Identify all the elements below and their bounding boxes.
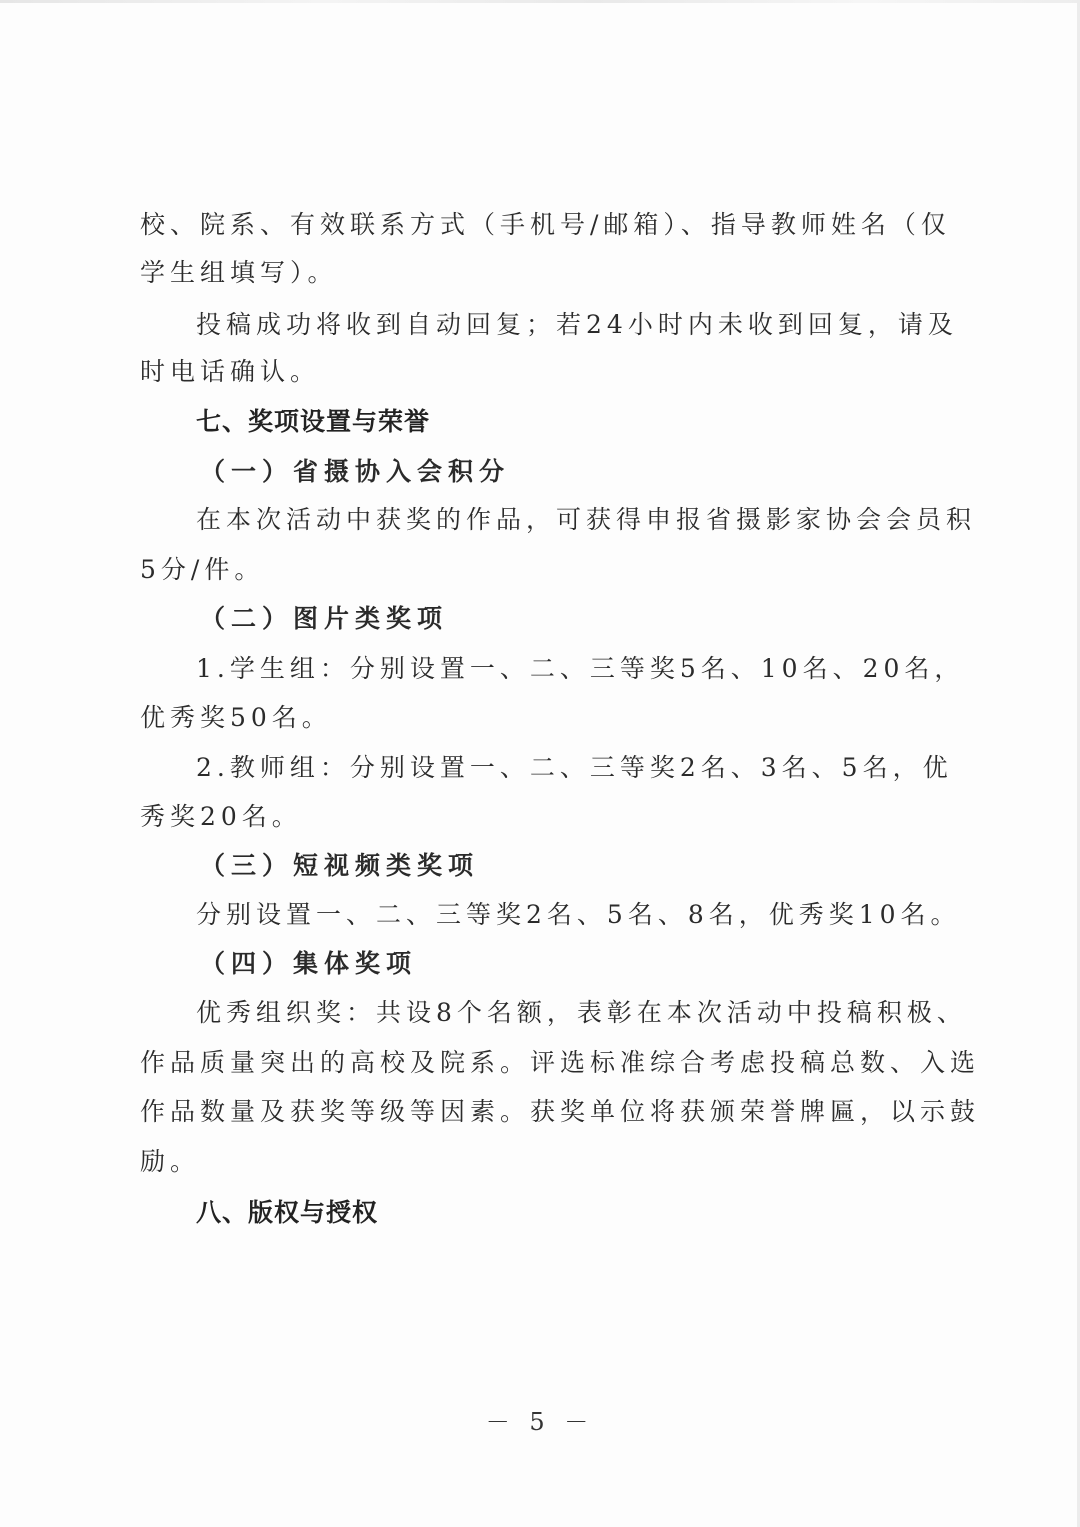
body-line: 1.学生组：分别设置一、二、三等奖5名、10名、20名， (196, 654, 965, 683)
subsection-heading: （二）图片类奖项 (200, 604, 449, 633)
section-heading: 八、版权与授权 (196, 1198, 379, 1227)
section-heading: 七、奖项设置与荣誉 (196, 407, 431, 436)
body-line: 作品质量突出的高校及院系。评选标准综合考虑投稿总数、入选 (140, 1048, 981, 1077)
body-line: 优秀组织奖：共设8个名额，表彰在本次活动中投稿积极、 (196, 998, 967, 1027)
body-line: 投稿成功将收到自动回复；若24小时内未收到回复，请及 (196, 310, 958, 339)
body-line: 优秀奖50名。 (140, 703, 332, 732)
body-line: 2.教师组：分别设置一、二、三等奖2名、3名、5名，优 (196, 753, 953, 782)
subsection-heading: （三）短视频类奖项 (200, 851, 480, 880)
body-line: 作品数量及获奖等级等因素。获奖单位将获颁荣誉牌匾，以示鼓 (140, 1097, 981, 1126)
subsection-heading: （一）省摄协入会积分 (200, 457, 511, 486)
subsection-heading: （四）集体奖项 (200, 949, 418, 978)
body-line: 学生组填写）。 (140, 258, 338, 287)
body-line: 励。 (140, 1147, 201, 1176)
body-line: 校、院系、有效联系方式（手机号/邮箱）、指导教师姓名（仅 (140, 210, 951, 239)
body-line: 时电话确认。 (140, 357, 321, 386)
body-line: 秀奖20名。 (140, 802, 302, 831)
body-line: 分别设置一、二、三等奖2名、5名、8名，优秀奖10名。 (196, 900, 961, 929)
page-number: － 5 － (485, 1408, 595, 1436)
body-line: 5分/件。 (140, 555, 265, 584)
scan-edge-top (0, 0, 1080, 3)
body-line: 在本次活动中获奖的作品，可获得申报省摄影家协会会员积 (196, 505, 977, 534)
